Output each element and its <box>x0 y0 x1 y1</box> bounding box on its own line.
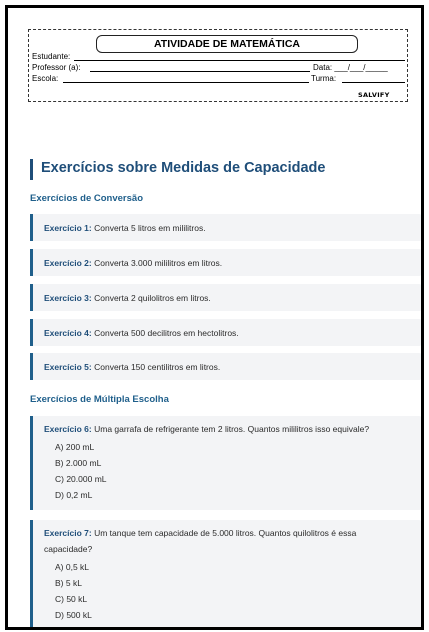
exercise-text-4 <box>44 328 239 338</box>
student-line <box>74 60 405 61</box>
option-7d: D) 500 kL <box>55 610 92 620</box>
page-title: Exercícios sobre Medidas de Capacidade <box>41 160 326 176</box>
class-label: Turma: <box>311 74 337 83</box>
school-line <box>63 82 309 83</box>
exercise-card-3 <box>30 284 422 311</box>
exercise-body-7: Um tanque tem capacidade de 5.000 litros. Quantos quilolitros é essa <box>91 528 357 538</box>
exercise-text-7 <box>44 528 356 538</box>
exercise-body-3: Converta 2 quilolitros em litros. <box>91 293 211 303</box>
section-title-conversion: Exercícios de Conversão <box>30 193 143 204</box>
brand-logo: SALVIFY <box>358 91 390 99</box>
title-accent-bar <box>30 159 33 180</box>
option-6c: C) 20.000 mL <box>55 474 107 484</box>
exercise-body-1: Converta 5 litros em mililitros. <box>91 223 206 233</box>
option-7a: A) 0,5 kL <box>55 562 90 572</box>
exercise-body-2: Converta 3.000 mililitros em litros. <box>91 258 223 268</box>
option-6b: B) 2.000 mL <box>55 458 102 468</box>
teacher-line <box>90 71 310 72</box>
exercise-card-1 <box>30 214 422 241</box>
student-label: Estudante: <box>32 52 71 61</box>
exercise-label-6: Exercício 6: <box>44 424 92 434</box>
school-label: Escola: <box>32 74 59 83</box>
option-6d: D) 0,2 mL <box>55 490 93 500</box>
exercise-text-6 <box>44 424 369 434</box>
exercise-label-4: Exercício 4: <box>44 328 92 338</box>
worksheet-page <box>5 5 424 630</box>
exercise-label-1: Exercício 1: <box>44 223 92 233</box>
exercise-text-5 <box>44 362 220 372</box>
option-7b: B) 5 kL <box>55 578 82 588</box>
exercise-text-3 <box>44 293 211 303</box>
exercise-text-2 <box>44 258 222 268</box>
exercise-text-7-continued: capacidade? <box>44 544 93 554</box>
exercise-label-3: Exercício 3: <box>44 293 92 303</box>
exercise-body-4: Converta 500 decilitros em hectolitros. <box>91 328 239 338</box>
option-6a: A) 200 mL <box>55 442 95 452</box>
section-title-multiple-choice: Exercícios de Múltipla Escolha <box>30 394 169 405</box>
exercise-text-1 <box>44 223 206 233</box>
date-label: Data: ___/___/_____ <box>313 63 388 72</box>
teacher-label: Professor (a): <box>32 63 81 72</box>
class-line <box>342 82 405 83</box>
exercise-card-6 <box>30 416 422 510</box>
exercise-label-2: Exercício 2: <box>44 258 92 268</box>
exercise-label-5: Exercício 5: <box>44 362 92 372</box>
exercise-card-2 <box>30 249 422 276</box>
exercise-body-5: Converta 150 centilitros em litros. <box>91 362 221 372</box>
exercise-card-4 <box>30 319 422 346</box>
exercise-card-5 <box>30 353 422 380</box>
option-7c: C) 50 kL <box>55 594 88 604</box>
exercise-label-7: Exercício 7: <box>44 528 92 538</box>
header-title: ATIVIDADE DE MATEMÁTICA <box>96 35 358 53</box>
exercise-body-6: Uma garrafa de refrigerante tem 2 litros. Quantos mililitros isso equivale? <box>91 424 370 434</box>
exercise-card-7 <box>30 520 422 630</box>
